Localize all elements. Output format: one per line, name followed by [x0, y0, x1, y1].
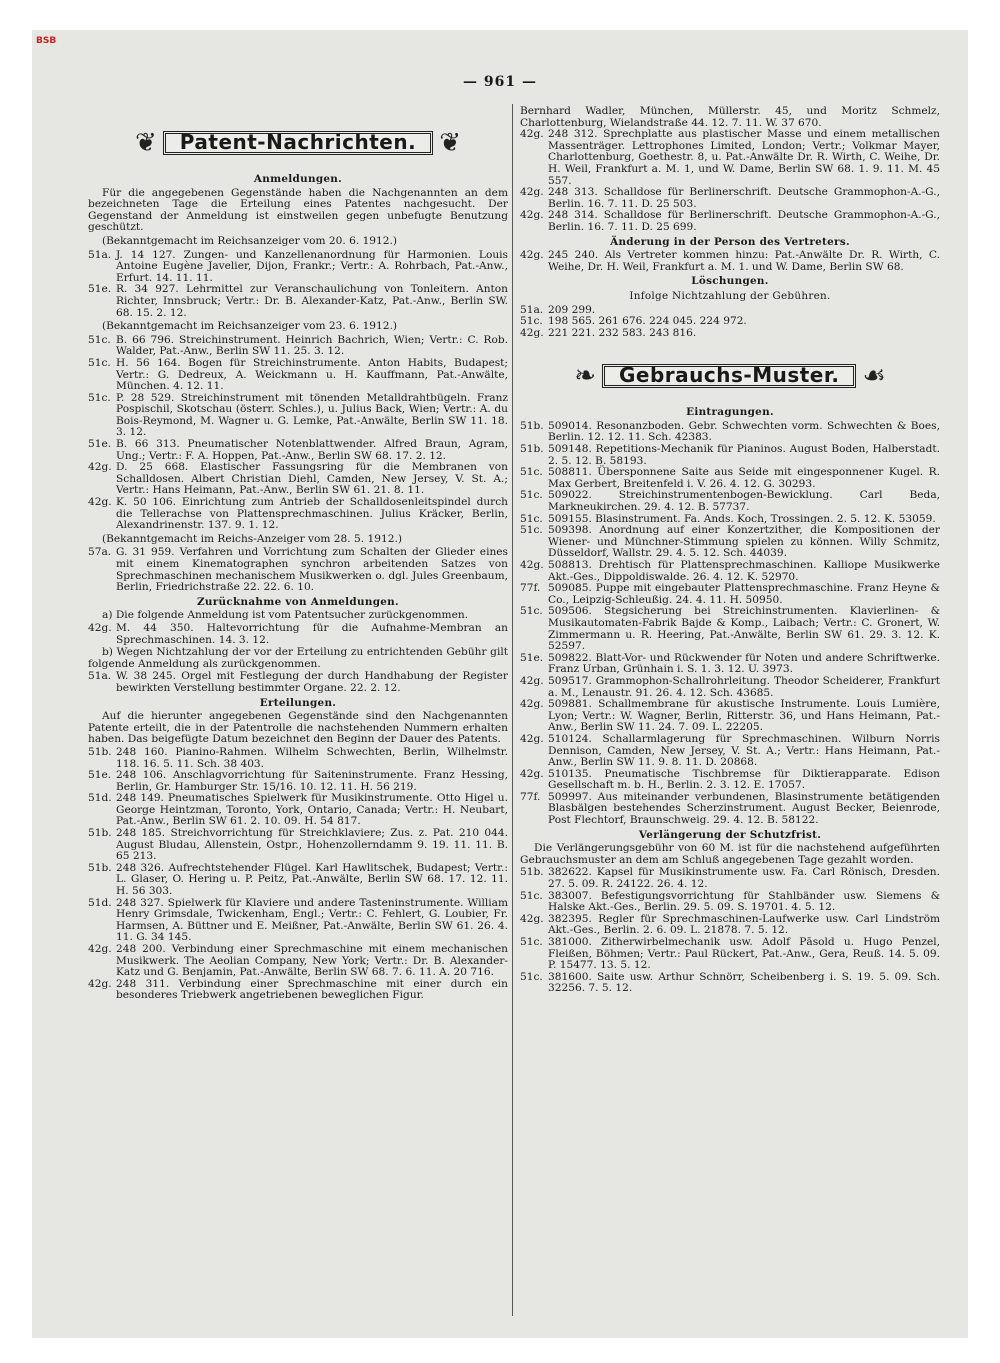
list-item [88, 863, 508, 898]
page-number: — 961 — [463, 74, 537, 90]
library-mark: BSB [36, 36, 57, 46]
entry-text: 248 326. Aufrechtstehender Flügel. Karl Hawlitschek, Budapest; Vertr.: L. Glaser, O. Hering u. P. Peitz, Pat.-Anwälte, Berlin SW 68. 17. 12. 11. H. 56 303. [116, 861, 508, 898]
section-heading: Verlängerung der Schutzfrist. [638, 828, 822, 841]
list-item [88, 944, 508, 979]
list-item [88, 284, 508, 319]
list-item [88, 623, 508, 646]
entry-text: 509398. Anordnung auf einer Konzertzither, die Kompositionen der Wiener- und Münchner-Stimmung spielen zu können. Willy Schmitz, Düsseldorf, Wallstr. 29. 4. 5. 12. Sch. 44039. [548, 524, 940, 560]
entry-text: J. 14 127. Zungen- und Kanzellenanordnung für Harmonien. Louis Antoine Eugène Javelier, Dijon, Frankr.; Vertr.: A. Rohrbach, Pat.-Anw., Erfurt. 14. 11. 11. [116, 248, 508, 284]
list-item [88, 828, 508, 863]
list-item [88, 250, 508, 285]
entry-text: 509148. Repetitions-Mechanik für Pianinos. August Boden, Halberstadt. 2. 5. 12. B. 58193. [548, 443, 940, 467]
patent-class: 51c. [520, 970, 543, 983]
patent-class: 42g. [520, 912, 544, 925]
list-item [88, 747, 508, 770]
list-item [520, 210, 940, 233]
patent-class: 42g. [520, 186, 544, 199]
entry-text: 381000. Zitherwirbelmechanik usw. Adolf Pāsold u. Hugo Penzel, Fleißen, Böhmen; Vertr.: Paul Rückert, Pat.-Anw., Gera, Reuß. 14. 5. 09. P. 15477. 13. 5. 12. [548, 936, 940, 972]
entry-text: 248 160. Pianino-Rahmen. Wilhelm Schwechten, Berlin, Wilhelmstr. 118. 16. 5. 11. Sch. 38 403. [116, 745, 508, 770]
list-item [520, 490, 940, 513]
list-item [520, 444, 940, 467]
entry-text: B. 66 313. Pneumatischer Notenblattwender. Alfred Braun, Agram, Ung.; Vertr.: F. A. Hoppen, Pat.-Anw., Berlin SW 68. 17. 2. 12. [116, 438, 508, 462]
entry-text: 248 149. Pneumatisches Spielwerk für Musikinstrumente. Otto Higel u. George Heintzman, Toronto, York, Ontario, Canada; Vertr.: H. Neubart, Pat.-Anw., Berlin SW 61. 2. 10. 09. H. 54 817. [116, 792, 508, 828]
list-item [88, 497, 508, 532]
list-item [520, 914, 940, 937]
list-item [88, 439, 508, 462]
entry-text: K. 50 106. Einrichtung zum Antrieb der Schalldosenleitspindel durch die Tellerachse von Plattensprechmaschinen. Julius Kräcker, Berlin, Alexandrinenstr. 137. 9. 1. 12. [116, 496, 508, 532]
entry-text: 509155. Blasinstrument. Fa. Ands. Koch, Trossingen. 2. 5. 12. K. 53059. [548, 512, 936, 525]
column-divider [512, 104, 513, 1316]
patent-class: 51b. [520, 443, 544, 456]
list-item [520, 734, 940, 769]
patent-class: 51c. [520, 936, 543, 948]
patent-class: 51c. [520, 489, 543, 502]
entry-text: 508813. Drehtisch für Plattensprechmaschinen. Kalliope Musikwerke Akt.-Ges., Dippoldiswalde. 26. 4. 12. K. 52970. [548, 559, 940, 583]
entry-text: 382622. Kapsel für Musikinstrumente usw. Fa. Carl Rönisch, Dresden. 27. 5. 09. R. 24122. 26. 4. 12. [548, 866, 940, 891]
patent-class: 42g. [520, 698, 544, 711]
left-column-body [88, 174, 508, 1002]
section-heading: Eintragungen. [686, 406, 774, 419]
list-item [520, 467, 940, 490]
entry-text: 509022. Streichinstrumentenbogen-Bewicklung. Carl Beda, Markneukirchen. 29. 4. 12. B. 57737. [548, 489, 940, 514]
banner-title: Gebrauchs-Muster. [602, 364, 856, 388]
ornament-icon: ❦ [134, 128, 157, 158]
entry-text: 248 200. Verbindung einer Sprechmaschine mit einem mechanischen Musikwerk. The Aeolian Company, New York; Vertr.: Dr. B. Alexander-Katz und G. Benjamin, Pat.-Anwälte, Berlin SW 68. 7. 6. 11. A. 20 716. [116, 943, 508, 979]
patent-class: 51b. [88, 827, 112, 840]
list-item [520, 972, 940, 995]
entry-text: 248 106. Anschlagvorrichtung für Saiteninstrumente. Franz Hessing, Berlin, Gr. Hamburger Str. 15/16. 10. 12. 11. H. 56 219. [116, 769, 508, 793]
patent-class: 51c. [520, 889, 543, 902]
patent-class: 42g. [520, 326, 544, 339]
patent-class: 42g. [520, 128, 544, 141]
entry-text: 248 314. Schalldose für Berlinerschrift. Deutsche Grammophon-A.-G., Berlin. 16. 7. 11. D. 25 699. [548, 209, 940, 233]
utility-model-banner [520, 353, 940, 399]
patent-class: 77f. [520, 790, 541, 803]
entry-text: 510124. Schallarmlagerung für Sprechmaschinen. Wilburn Norris Dennison, Camden, New Jersey, V. St. A.; Vertr.: Hans Heimann, Pat.-Anw., Berlin SW 11. 9. 8. 11. D. 20868. [548, 732, 940, 769]
right-column [520, 106, 940, 995]
patent-class: 42g. [520, 209, 544, 222]
list-item [520, 867, 940, 890]
entry-text: P. 28 529. Streichinstrument mit tönenden Metalldrahtbügeln. Franz Pospischil, Skotschau (österr. Schles.), u. Julius Back, Wien; Vertr.: A. du Bois-Reymond, M. Wagner u. G. Lemke, Pat.-Anwälte, Berlin SW 11. 18. 3. 12. [116, 391, 508, 439]
patent-class: 57a. [88, 546, 112, 559]
list-item [88, 547, 508, 593]
entry-text: M. 44 350. Haltevorrichtung für die Aufnahme-Membran an Sprechmaschinen. 14. 3. 12. [116, 621, 508, 646]
entry-text: 509881. Schallmembrane für akustische Instrumente. Louis Lumière, Lyon; Vertr.: W. Wagner, Berlin, Ritterstr. 36, und Hans Heimann, Pat.-Anw., Berlin SW 11. 24. 7. 09. L. 22205. [548, 698, 940, 734]
section-heading: Löschungen. [691, 275, 769, 288]
ornament-icon: ❧ [574, 361, 596, 392]
entry-text: W. 38 245. Orgel mit Festlegung der durch Handhabung der Register bewirkten Verstellung bestimmter Organe. 22. 2. 12. [116, 670, 508, 694]
publication-note: (Bekanntgemacht im Reichsanzeiger vom 20. 6. 1912.) [102, 234, 398, 247]
list-item [520, 525, 940, 560]
list-item [520, 699, 940, 734]
patent-class: 51d. [88, 896, 112, 909]
section-heading: Erteilungen. [259, 696, 337, 709]
left-column [88, 106, 508, 1002]
list-item [88, 979, 508, 1002]
patent-class: 51c. [520, 315, 543, 328]
patent-class: 51e. [88, 283, 112, 296]
list-item [88, 335, 508, 358]
list-item [520, 316, 940, 328]
entry-text: 509517. Grammophon-Schallrohrleitung. Theodor Scheiderer, Frankfurt a. M., Lenaustr. 91. 26. 4. 12. Sch. 43685. [548, 674, 940, 699]
patent-class: 51b. [88, 745, 112, 758]
section-note: Die Verlängerungsgebühr von 60 M. ist für die nachstehend aufgeführten Gebrauchsmuster an dem am Schluß angegebenen Tage gezahlt worden. [520, 842, 940, 866]
patent-class: 51e. [520, 651, 544, 664]
entry-text: 248 311. Verbindung einer Sprechmaschine mit einer durch ein besonderes Triebwerk angetriebenen beweglichen Figur. [116, 977, 508, 1002]
patent-class: 51c. [520, 524, 543, 537]
entry-text: 209 299. [548, 303, 596, 316]
list-item [520, 792, 940, 827]
entry-text: 381600. Saite usw. Arthur Schnörr, Scheibenberg i. S. 19. 5. 09. Sch. 32256. 7. 5. 12. [548, 970, 940, 995]
list-item [520, 129, 940, 187]
list-item [520, 187, 940, 210]
list-item [520, 560, 940, 583]
section-heading: Anmeldungen. [253, 173, 343, 185]
ornament-icon: ❦ [439, 128, 462, 158]
patent-class: 51a. [520, 303, 544, 316]
list-item [88, 671, 508, 694]
section-note: Für die angegebenen Gegenstände haben die Nachgenannten an dem bezeichneten Tage die Erteilung eines Patentes nachgesucht. Der Gegenstand der Anmeldung ist einstweilen gegen unbefugte Benutzung geschützt. [88, 186, 508, 234]
right-column-top [520, 106, 940, 339]
entry-text: 509085. Puppe mit eingebauter Plattensprechmaschine. Franz Heyne & Co., Leipzig-Schleußig. 24. 4. 11. H. 50950. [548, 582, 940, 606]
patent-class: 51a. [88, 670, 112, 683]
list-item [88, 898, 508, 944]
patent-class: 51c. [520, 605, 543, 618]
list-item [88, 462, 508, 497]
entry-text: 509822. Blatt-Vor- und Rückwender für Noten und andere Schriftwerke. Franz Urban, Grünhain i. S. 1. 3. 12. U. 3973. [548, 651, 940, 676]
entry-text: G. 31 959. Verfahren und Vorrichtung zum Schalten der Glieder eines mit einem Kinematographen synchron arbeitenden Satzes von Sprechmaschinen mechanischem Musikwerken o. dgl. Jules Greenbaum, Berlin, Friedrichstraße 22. 22. 6. 10. [116, 546, 508, 594]
list-item [88, 358, 508, 393]
patent-class: 42g. [88, 943, 112, 955]
patent-class: 42g. [88, 461, 112, 474]
list-item [520, 676, 940, 699]
patent-class: 51b. [520, 419, 544, 432]
entry-text: 198 565. 261 676. 224 045. 224 972. [548, 315, 747, 328]
publication-note: (Bekanntgemacht im Reichsanzeiger vom 23. 6. 1912.) [102, 320, 398, 333]
banner-title: Patent-Nachrichten. [163, 131, 433, 155]
entry-text: 221 221. 232 583. 243 816. [548, 326, 697, 339]
entry-text: 509997. Aus miteinander verbundenen, Blasinstrumente betätigenden Blasbälgen bestehendes Scherzinstrument. August Becker, Beienrode, Post Flechtorf, Braunschweig. 29. 4. 12. B. 58122. [548, 790, 940, 827]
patent-class: 51a. [88, 248, 112, 261]
patent-class: 42g. [520, 559, 544, 571]
ornament-icon: ☙ [862, 361, 886, 392]
list-item [88, 770, 508, 793]
patent-class: 51e. [88, 438, 112, 451]
list-item [520, 769, 940, 792]
entry-text: 509014. Resonanzboden. Gebr. Schwechten vorm. Schwechten & Boes, Berlin. 12. 12. 11. Sch. 42383. [548, 419, 940, 444]
entry-text: R. 34 927. Lehrmittel zur Veranschaulichung von Tonleitern. Anton Richter, Innsbruck; Vertr.: Dr. B. Alexander-Katz, Pat.-Anw., Berlin SW. 68. 15. 2. 12. [116, 283, 508, 319]
list-item [88, 793, 508, 828]
list-item [520, 891, 940, 914]
list-item [520, 937, 940, 972]
list-item [520, 250, 940, 273]
section-heading: Änderung in der Person des Vertreters. [610, 235, 850, 248]
patent-class: 51c. [88, 333, 111, 346]
entry-text: 248 313. Schalldose für Berlinerschrift. Deutsche Grammophon-A.-G., Berlin. 16. 7. 11. D. 25 503. [548, 186, 940, 210]
section-note: b) Wegen Nichtzahlung der vor der Erteilung zu entrichtenden Gebühr gilt folgende Anmeldung als zurückgenommen. [88, 646, 508, 670]
publication-note: (Bekanntgemacht im Reichs-Anzeiger vom 28. 5. 1912.) [102, 532, 402, 545]
list-item [520, 606, 940, 652]
patent-class: 51b. [88, 861, 112, 874]
patent-class: 51b. [520, 866, 544, 879]
entry-text: 510135. Pneumatische Tischbremse für Diktierapparate. Edison Gesellschaft m. b. H., Berlin. 2. 3. 12. E. 17057. [548, 767, 940, 792]
patent-class: 51e. [88, 769, 112, 782]
entry-text: 383007. Befestigungsvorrichtung für Stahlbänder usw. Siemens & Halske Akt.-Ges., Berlin. 29. 5. 09. S. 19701. 4. 5. 12. [548, 889, 940, 914]
list-item [520, 328, 940, 340]
list-item [520, 653, 940, 676]
patent-class: 42g. [520, 249, 544, 262]
patent-class: 51c. [520, 512, 543, 525]
entry-text: 248 327. Spielwerk für Klaviere und andere Tasteninstrumente. William Henry Grimsdale, Twickenham, Engl.; Vertr.: C. Fehlert, G. Loubier, Fr. Harmsen, A. Büttner und E. Meißner, Pat.-Anwälte, Berlin SW 61. 26. 4. 11. G. 34 145. [116, 896, 508, 944]
entry-text: D. 25 668. Elastischer Fassungsring für die Membranen von Schalldosen. Albert Christian Diehl, Camden, New Jersey, V. St. A.; Vertr.: Hans Heimann, Pat.-Anw., Berlin SW 61. 21. 8. 11. [116, 461, 508, 497]
patent-class: 51c. [88, 356, 111, 369]
entry-text: 509506. Stegsicherung bei Streichinstrumenten. Klavierlinen- & Musikautomaten-Fabrik Bajde & Komp., Laibach; Vertr.: C. Gronert, W. Zimmermann u. R. Heering, Pat.-Anwälte, Berlin SW 61. 29. 3. 12. K. 52597. [548, 605, 940, 653]
patent-class: 51c. [520, 466, 543, 479]
list-item [520, 421, 940, 444]
entry-text: 248 312. Sprechplatte aus plastischer Masse und einem metallischen Massenträger. Lettrophones Limited, London; Vertr.; Volkmar Mayer, Charlottenburg, Goethestr. 8, u. Pat.-Anwälte Dr. R. Wirth, C. Weihe, Dr. H. Weil, Frankfurt a. M. 1, und W. Dame, Berlin SW 68. 1. 9. 11. M. 45 557. [548, 128, 940, 187]
patent-class: 42g. [520, 674, 544, 687]
patent-class: 42g. [520, 767, 544, 780]
continued-entry: Bernhard Wadler, München, Müllerstr. 45, und Moritz Schmelz, Charlottenburg, Wielandstraße 44. 12. 7. 11. W. 37 670. [520, 105, 940, 129]
list-item [520, 583, 940, 606]
document-page [32, 30, 968, 1338]
patent-class: 77f. [520, 582, 541, 595]
patent-class: 51c. [88, 391, 111, 404]
patent-news-banner [88, 120, 508, 166]
entry-text: 382395. Regler für Sprechmaschinen-Laufwerke usw. Carl Lindström Akt.-Ges., Berlin. 2. 6. 09. L. 21878. 7. 5. 12. [548, 912, 940, 937]
patent-class: 42g. [88, 621, 112, 634]
entry-text: H. 56 164. Bogen für Streichinstrumente. Anton Habits, Budapest; Vertr.: G. Dedreux, A. Weickmann u. H. Kauffmann, Pat.-Anwälte, München. 4. 12. 11. [116, 356, 508, 393]
section-note: Auf die hierunter angegebenen Gegenstände sind den Nachgenannten Patente erteilt, die in der Patentrolle die nachstehenden Nummern erhalten haben. Das beigefügte Datum bezeichnet den Beginn der Dauer des Patents. [88, 710, 508, 746]
patent-class: 42g. [88, 496, 112, 509]
section-note: a) Die folgende Anmeldung ist vom Patentsucher zurückgenommen. [102, 609, 469, 622]
entry-text: 248 185. Streichvorrichtung für Streichklaviere; Zus. z. Pat. 210 044. August Bludau, Allenstein, Ostpr., Hohenzollerndamm 9. 19. 11. 11. B. 65 213. [116, 827, 508, 863]
entry-text: 245 240. Als Vertreter kommen hinzu: Pat.-Anwälte Dr. R. Wirth, C. Weihe, Dr. H. Weil, Frankfurt a. M. 1. und W. Dame, Berlin SW 68. [548, 249, 940, 273]
entry-text: 508811. Übersponnene Saite aus Seide mit eingesponnener Kugel. R. Max Gerbert, Breitenfeld i. V. 26. 4. 12. G. 30293. [548, 466, 940, 490]
right-column-bottom [520, 407, 940, 995]
section-subheading: Infolge Nichtzahlung der Gebühren. [629, 289, 831, 302]
patent-class: 42g. [520, 732, 544, 745]
section-heading: Zurücknahme von Anmeldungen. [197, 595, 399, 608]
list-item [88, 393, 508, 439]
patent-class: 42g. [88, 977, 112, 990]
patent-class: 51d. [88, 792, 112, 805]
entry-text: B. 66 796. Streichinstrument. Heinrich Bachrich, Wien; Vertr.: C. Rob. Walder, Pat.-Anw., Berlin SW 11. 25. 3. 12. [116, 333, 508, 358]
